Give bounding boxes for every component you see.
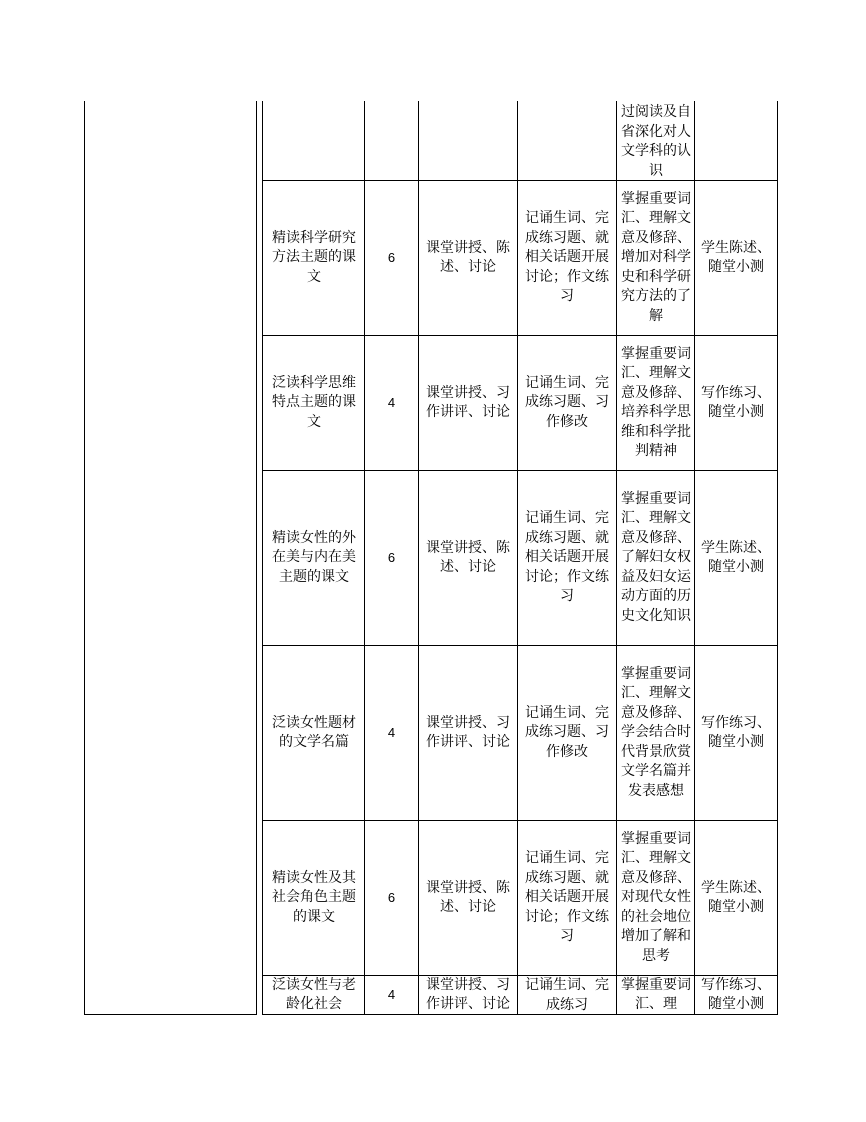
task-cell [524,336,610,470]
goal-cell [620,181,692,335]
topic-text: 精读女性的外在美与内在美主题的课文 [272,529,356,585]
topic-cell [268,646,360,820]
task-cell [524,471,610,645]
method-cell [422,976,514,1014]
table-divider [517,101,518,1015]
goal-text: 掌握重要词汇、理解文意及修辞、对现代女性的社会地位增加了解和思考 [621,830,691,964]
goal-cell [620,336,692,470]
hours-cell [365,646,418,820]
hours-cell [365,821,418,975]
assessment-text: 学生陈述、随堂小测 [701,879,771,915]
table-divider [418,101,419,1015]
task-text: 记诵生词、完成练习 [525,977,609,1013]
method-cell [422,181,514,335]
hours-text: 4 [387,987,396,1003]
task-cell [524,821,610,975]
topic-cell [268,336,360,470]
hours-cell [365,471,418,645]
assessment-text: 写作练习、随堂小测 [701,714,771,750]
method-text: 课堂讲授、陈述、讨论 [426,879,510,915]
task-cell [524,976,610,1014]
topic-cell [268,976,360,1014]
hours-cell [365,976,418,1014]
goal-cell [620,976,692,1014]
goal-cell [620,646,692,820]
method-cell [422,336,514,470]
table-divider [616,101,617,1015]
task-text: 记诵生词、完成练习题、就相关话题开展讨论；作文练习 [525,510,609,605]
topic-text: 泛读科学思维特点主题的课文 [272,374,356,430]
method-text: 课堂讲授、习作讲评、讨论 [426,714,510,750]
method-text: 课堂讲授、陈述、讨论 [426,539,510,575]
table-divider [262,101,263,1015]
table-border-left [84,101,85,1015]
topic-cell [268,181,360,335]
task-cell [524,646,610,820]
assessment-cell [697,976,775,1014]
method-text: 课堂讲授、陈述、讨论 [426,239,510,275]
method-text: 课堂讲授、习作讲评、讨论 [426,976,510,1012]
goal-cell [620,471,692,645]
topic-text: 精读女性及其社会角色主题的课文 [272,869,356,925]
hours-cell [365,336,418,470]
assessment-cell [697,646,775,820]
task-text: 记诵生词、完成练习题、习作修改 [525,704,609,760]
goal-text: 掌握重要词汇、理解文意及修辞、学会结合时代背景欣赏文学名篇并发表感想 [621,665,691,799]
table-border-bottom [84,1014,257,1015]
hours-text: 4 [387,395,396,411]
task-text: 记诵生词、完成练习题、习作修改 [525,374,609,430]
method-cell [422,821,514,975]
topic-cell [268,471,360,645]
method-cell [422,646,514,820]
task-text: 记诵生词、完成练习题、就相关话题开展讨论；作文练习 [525,850,609,945]
assessment-cell [697,336,775,470]
assessment-text: 写作练习、随堂小测 [701,384,771,420]
assessment-cell [697,181,775,335]
topic-text: 精读科学研究方法主题的课文 [272,229,356,285]
goal-cell [620,103,692,179]
goal-text: 掌握重要词汇、理 [621,976,691,1012]
task-text: 记诵生词、完成练习题、就相关话题开展讨论；作文练习 [525,210,609,305]
hours-text: 6 [387,550,396,566]
goal-text: 掌握重要词汇、理解文意及修辞、增加对科学史和科学研究方法的了解 [621,190,691,324]
task-cell [524,181,610,335]
method-text: 课堂讲授、习作讲评、讨论 [426,384,510,420]
assessment-text: 学生陈述、随堂小测 [701,539,771,575]
assessment-cell [697,471,775,645]
goal-text: 掌握重要词汇、理解文意及修辞、培养科学思维和科学批判精神 [621,345,691,459]
topic-cell [268,821,360,975]
goal-text: 掌握重要词汇、理解文意及修辞、了解妇女权益及妇女运动方面的历史文化知识 [621,490,691,624]
assessment-text: 写作练习、随堂小测 [701,976,771,1012]
method-cell [422,471,514,645]
hours-text: 4 [387,725,396,741]
table-divider [694,101,695,1015]
topic-text: 泛读女性题材的文学名篇 [272,714,356,750]
goal-cell [620,821,692,975]
assessment-cell [697,821,775,975]
table-border-right [777,101,778,1015]
table-divider [256,101,257,1015]
assessment-text: 学生陈述、随堂小测 [701,239,771,275]
topic-text: 泛读女性与老龄化社会 [272,976,356,1012]
goal-text: 过阅读及自省深化对人文学科的认识 [621,104,691,179]
hours-cell [365,181,418,335]
hours-text: 6 [387,250,396,266]
hours-text: 6 [387,890,396,906]
